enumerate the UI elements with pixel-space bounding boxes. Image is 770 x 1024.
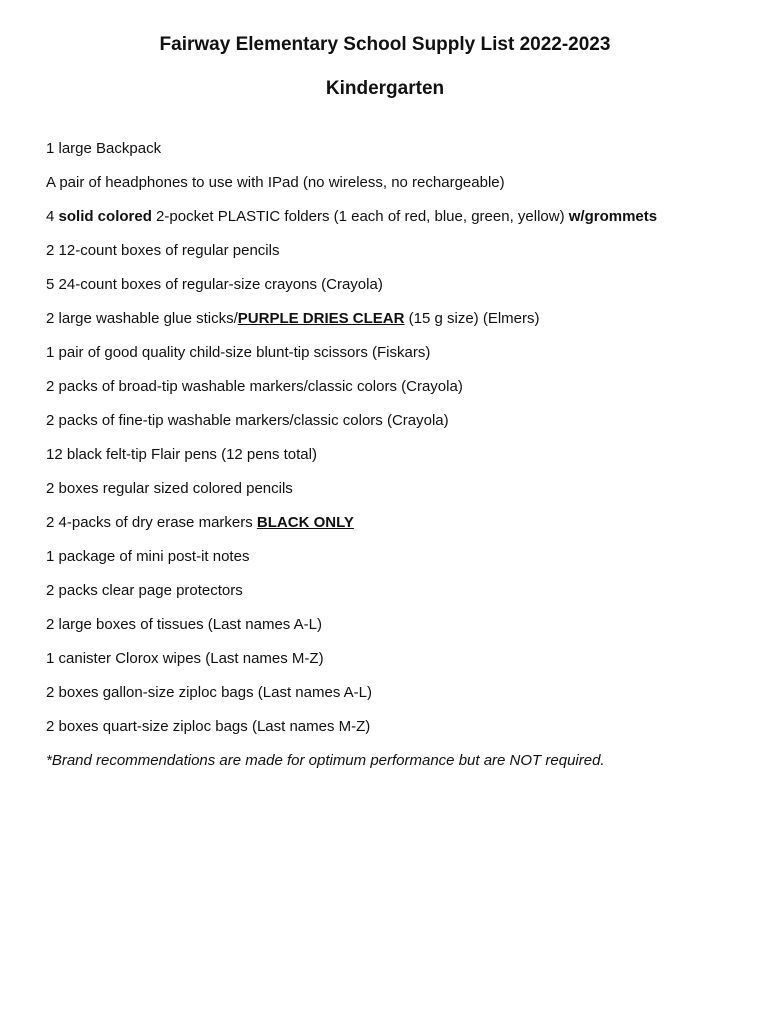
list-item: 2 boxes gallon-size ziploc bags (Last names A-L): [46, 684, 373, 701]
grade-heading: Kindergarten: [325, 78, 445, 99]
list-item: 12 black felt-tip Flair pens (12 pens total): [46, 446, 317, 463]
list-item: 2 packs of fine-tip washable markers/classic colors (Crayola): [46, 412, 449, 429]
emphasis-text: BLACK ONLY: [256, 514, 354, 531]
list-item: 2 boxes regular sized colored pencils: [46, 480, 293, 497]
page-title: Fairway Elementary School Supply List 2022-2023: [159, 34, 611, 55]
list-item: 2 packs clear page protectors: [46, 582, 243, 599]
list-item: 2 boxes quart-size ziploc bags (Last names M-Z): [46, 718, 371, 735]
brand-note: *Brand recommendations are made for optimum performance but are NOT required.: [46, 752, 605, 769]
list-item: 5 24-count boxes of regular-size crayons (Crayola): [46, 276, 383, 293]
list-item: [46, 307, 746, 341]
emphasis-text: PURPLE DRIES CLEAR: [237, 310, 405, 327]
list-item: 1 pair of good quality child-size blunt-tip scissors (Fiskars): [46, 344, 431, 361]
item-text: 2-pocket PLASTIC folders (1 each of red, blue, green, yellow): [151, 208, 569, 225]
list-item: [46, 205, 746, 239]
list-item: [46, 511, 746, 545]
list-item: A pair of headphones to use with IPad (no wireless, no rechargeable): [46, 174, 505, 191]
supply-list: [46, 137, 746, 749]
item-text: 2 large washable glue sticks/: [46, 310, 238, 327]
emphasis-text: solid colored: [58, 208, 152, 225]
list-item: 1 large Backpack: [46, 140, 162, 157]
list-item: 2 large boxes of tissues (Last names A-L): [46, 616, 322, 633]
emphasis-text: w/grommets: [568, 208, 658, 225]
list-item: 1 canister Clorox wipes (Last names M-Z): [46, 650, 324, 667]
item-text: (15 g size) (Elmers): [404, 310, 540, 327]
list-item: 2 packs of broad-tip washable markers/classic colors (Crayola): [46, 378, 463, 395]
item-text: 2 4-packs of dry erase markers: [46, 514, 257, 531]
item-text: 4: [46, 208, 59, 225]
list-item: 2 12-count boxes of regular pencils: [46, 242, 280, 259]
list-item: 1 package of mini post-it notes: [46, 548, 250, 565]
